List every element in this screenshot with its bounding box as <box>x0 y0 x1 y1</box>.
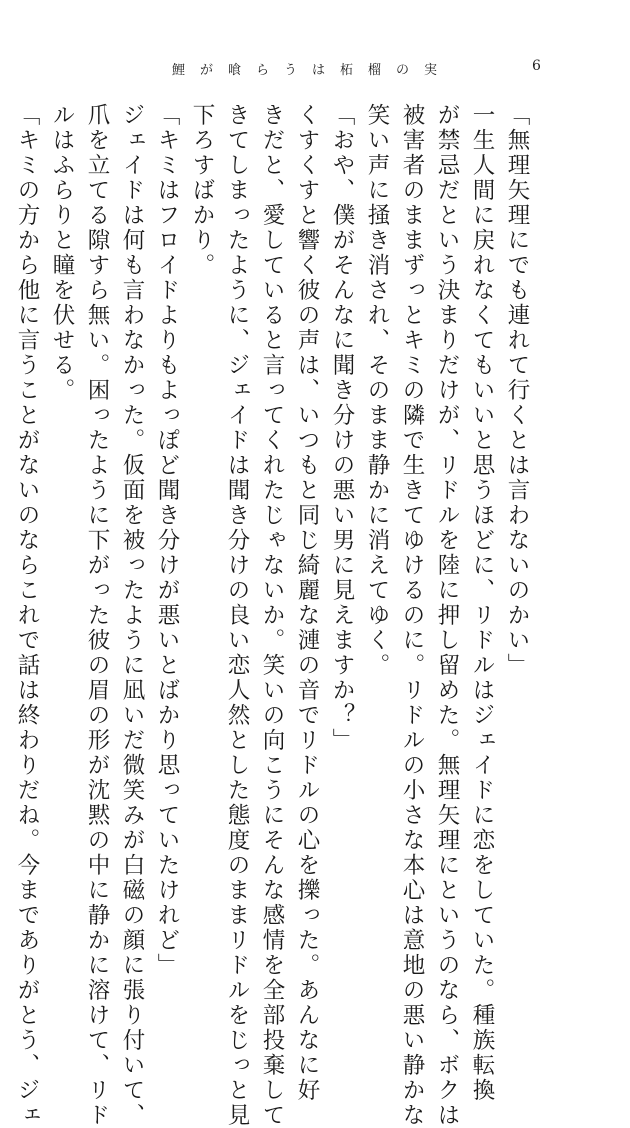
text-line: 一生人間に戻れなくてもいいと思うほどに、リドルはジェイドに恋をしていた。種族転換 <box>469 103 495 1103</box>
text-line: 下ろすばかり。 <box>189 103 215 278</box>
text-line: 「キミはフロイドよりもよっぽど聞き分けが悪いとばかり思っていたけれど」 <box>154 103 180 978</box>
text-line: 「無理矢理にでも連れて行くとは言わないのかい」 <box>504 103 530 678</box>
text-line: 笑い声に掻き消され、そのまま静かに消えてゆく。 <box>364 103 390 678</box>
text-line: きだと、愛していると言ってくれたじゃないか。笑いの向こうにそんな感情を全部投棄して <box>259 103 285 1128</box>
text-line: くすくすと響く彼の声は、いつもと同じ綺麗な漣の音でリドルの心を擽った。あんなに好 <box>294 103 320 1103</box>
text-line: 「おや、僕がそんなに聞き分けの悪い男に見えますか？」 <box>329 103 355 753</box>
page-number: 6 <box>532 58 541 74</box>
running-header-title: 鯉が喰らうは柘榴の実 <box>172 62 453 78</box>
text-line: 「キミの方から他に言うことがないのならこれで話は終わりだね。今までありがとう、ジェ <box>14 103 40 1128</box>
text-line: ルはふらりと瞳を伏せる。 <box>49 103 75 403</box>
text-line: きてしまったように、ジェイドは聞き分けの良い恋人然とした態度のままリドルをじっと見 <box>224 103 250 1128</box>
text-line: ジェイドは何も言わなかった。仮面を被ったように凪いだ微笑みが白磁の顔に張り付いて、 <box>119 103 145 1128</box>
text-line: が禁忌だという決まりだけが、リドルを陸に押し留めた。無理矢理にというのなら、ボクは <box>434 103 460 1128</box>
text-line: 被害者のままずっとキミの隣で生きてゆけるのに。リドルの小さな本心は意地の悪い静かな <box>399 103 425 1128</box>
vertical-text-body <box>14 103 534 1128</box>
text-line: 爪を立てる隙すら無い。困ったように下がった彼の眉の形が沈黙の中に静かに溶けて、リド <box>84 103 110 1128</box>
